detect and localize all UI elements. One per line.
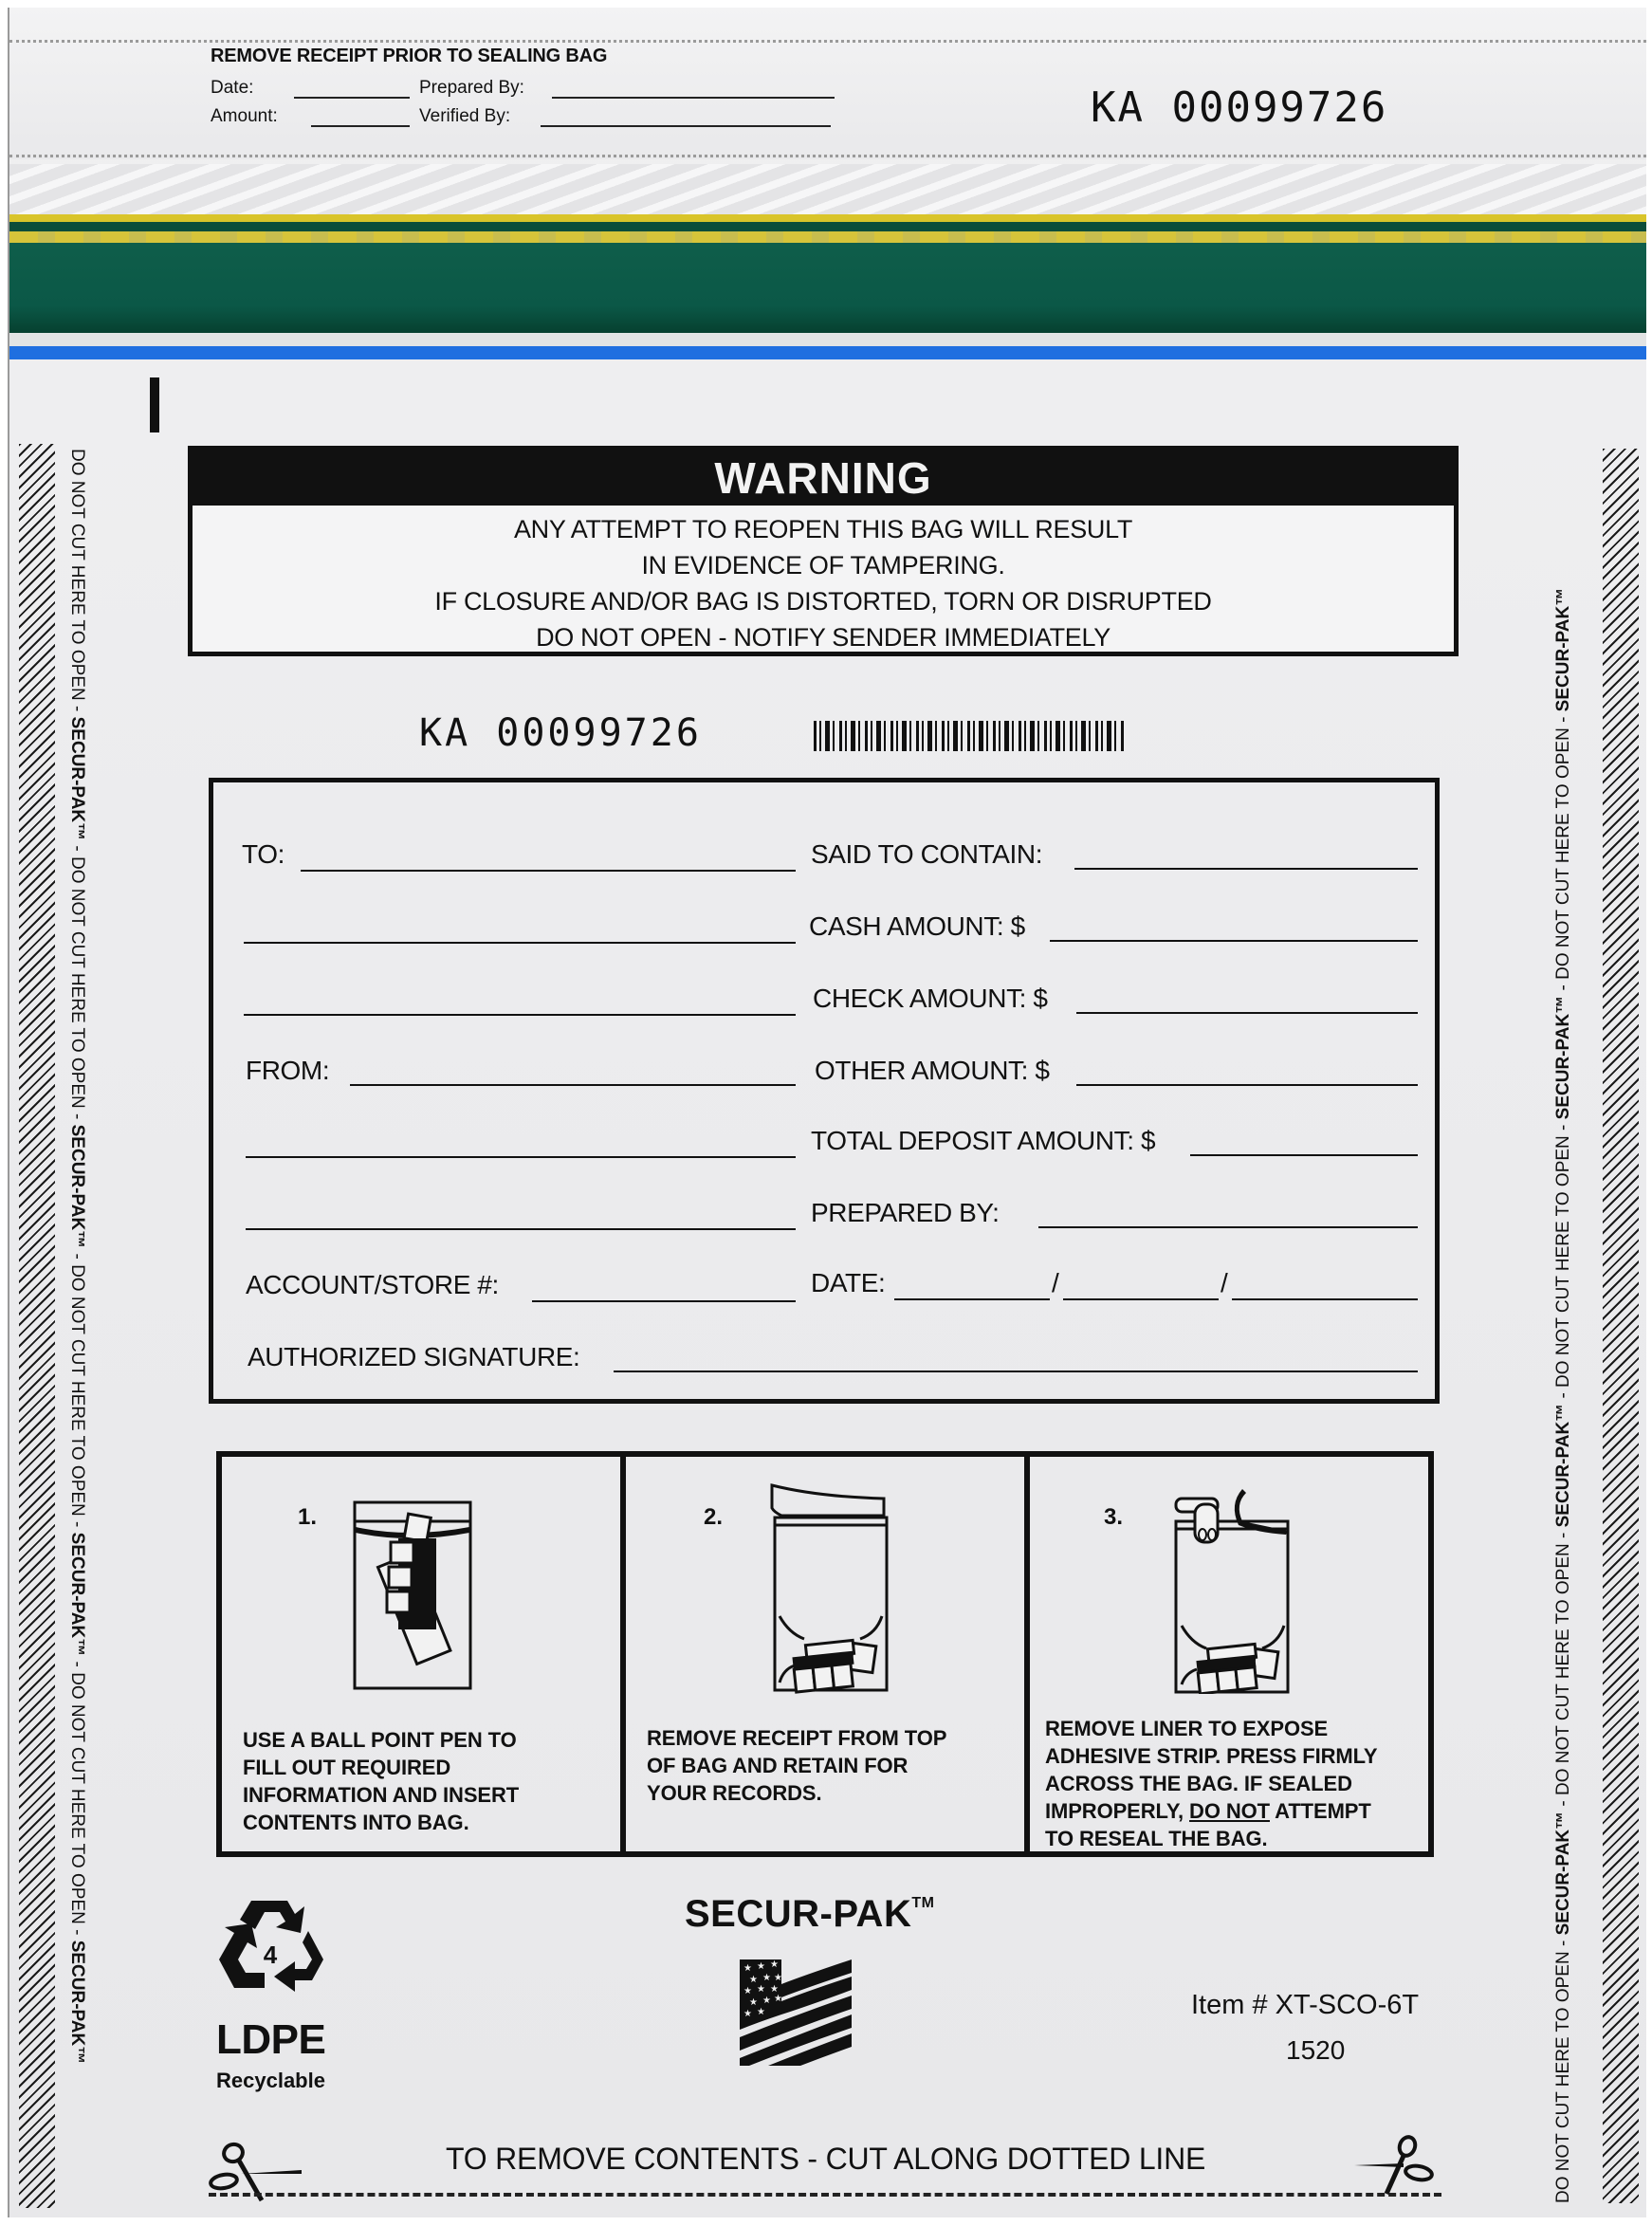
step-text-line: USE A BALL POINT PEN TO bbox=[243, 1728, 517, 1752]
step-text-line: TO RESEAL THE BAG. bbox=[1045, 1827, 1268, 1850]
seal-crimp bbox=[9, 164, 1646, 216]
side-warning-right: DO NOT CUT HERE TO OPEN - SECUR-PAK™ - DO NOT CUT HERE TO OPEN - SECUR-PAK™ - DO NOT CUT HERE TO OPEN - SECUR-PAK™ - DO NOT CUT HERE TO OPEN - SECUR-PAK™ bbox=[1553, 587, 1573, 2203]
from-address-line-1[interactable] bbox=[246, 1156, 796, 1158]
svg-text:★: ★ bbox=[757, 1984, 765, 1995]
step-number: 2. bbox=[704, 1504, 724, 1530]
date-year-field[interactable] bbox=[1232, 1298, 1418, 1300]
account-store-field[interactable] bbox=[532, 1300, 796, 1302]
said-to-contain-label: SAID TO CONTAIN: bbox=[811, 839, 1043, 869]
lot-number: 1520 bbox=[1286, 2035, 1346, 2065]
receipt-date-label: Date: bbox=[211, 78, 254, 98]
tamper-seal-band[interactable] bbox=[9, 243, 1646, 333]
receipt-title: REMOVE RECEIPT PRIOR TO SEALING BAG bbox=[211, 46, 608, 66]
from-address-line-2[interactable] bbox=[246, 1228, 796, 1230]
serial-number-receipt: KA 00099726 bbox=[1091, 83, 1388, 132]
brand-logo: SECUR-PAK™ bbox=[685, 1893, 935, 1935]
to-address-line-2[interactable] bbox=[244, 1014, 796, 1016]
date-label: DATE: bbox=[811, 1268, 886, 1297]
date-month-field[interactable] bbox=[894, 1298, 1050, 1300]
warning-title: WARNING bbox=[193, 451, 1454, 506]
american-flag-icon bbox=[740, 1956, 852, 2066]
cash-amount-field[interactable] bbox=[1050, 940, 1418, 942]
cut-line[interactable] bbox=[209, 2193, 1441, 2197]
deposit-form bbox=[209, 778, 1440, 1404]
step-text-line: REMOVE LINER TO EXPOSE bbox=[1045, 1717, 1329, 1740]
step-text-line: YOUR RECORDS. bbox=[647, 1781, 822, 1805]
instruction-step-1 bbox=[222, 1457, 626, 1851]
cash-amount-label: CASH AMOUNT: $ bbox=[809, 911, 1025, 941]
date-day-field[interactable] bbox=[1063, 1298, 1219, 1300]
warning-box bbox=[188, 446, 1459, 656]
to-address-line-1[interactable] bbox=[244, 942, 796, 944]
step-number: 3. bbox=[1104, 1504, 1124, 1530]
warning-line: IF CLOSURE AND/OR BAG IS DISTORTED, TORN OR DISRUPTED bbox=[434, 587, 1212, 616]
recycle-icon bbox=[213, 1893, 327, 2007]
receipt-date-field[interactable] bbox=[294, 97, 410, 99]
material-code: LDPE bbox=[216, 2016, 326, 2063]
deposit-bag bbox=[8, 8, 1646, 2217]
step-text-line: IMPROPERLY, DO NOT ATTEMPT bbox=[1045, 1799, 1371, 1823]
tear-line bbox=[9, 155, 1646, 157]
barcode bbox=[814, 721, 1127, 751]
svg-text:★: ★ bbox=[743, 2009, 752, 2019]
item-number: Item # XT-SCO-6T bbox=[1191, 1990, 1420, 2020]
seal-band-yellow-top bbox=[9, 214, 1646, 222]
receipt-amount-field[interactable] bbox=[311, 125, 410, 127]
instruction-step-2 bbox=[626, 1457, 1030, 1851]
to-label: TO: bbox=[242, 839, 285, 869]
check-amount-field[interactable] bbox=[1076, 1012, 1418, 1014]
receipt-stub[interactable] bbox=[9, 8, 1646, 159]
account-store-label: ACCOUNT/STORE #: bbox=[246, 1270, 499, 1299]
scissors-icon bbox=[1354, 2135, 1434, 2198]
said-to-contain-field[interactable] bbox=[1074, 868, 1418, 870]
svg-text:★: ★ bbox=[770, 1959, 779, 1970]
receipt-amount-label: Amount: bbox=[211, 106, 278, 126]
svg-text:★: ★ bbox=[770, 1984, 779, 1995]
total-deposit-label: TOTAL DEPOSIT AMOUNT: $ bbox=[811, 1126, 1156, 1155]
svg-text:★: ★ bbox=[743, 1986, 752, 1996]
svg-text:★: ★ bbox=[774, 1973, 782, 1983]
from-label: FROM: bbox=[246, 1056, 330, 1085]
total-deposit-field[interactable] bbox=[1190, 1154, 1418, 1156]
insert-contents-icon bbox=[353, 1500, 476, 1694]
seal-band-blue bbox=[9, 346, 1646, 359]
from-field[interactable] bbox=[350, 1084, 796, 1086]
warning-line: IN EVIDENCE OF TAMPERING. bbox=[641, 551, 1005, 579]
step-number: 1. bbox=[298, 1504, 318, 1530]
other-amount-field[interactable] bbox=[1076, 1084, 1418, 1086]
instruction-step-3 bbox=[1030, 1457, 1428, 1851]
receipt-prepared-by-label: Prepared By: bbox=[419, 78, 524, 98]
authorized-signature-field[interactable] bbox=[614, 1371, 1418, 1372]
seal-band-yellow bbox=[9, 231, 1646, 243]
date-separator: / bbox=[1052, 1268, 1059, 1297]
svg-text:★: ★ bbox=[757, 1961, 765, 1972]
receipt-prepared-by-field[interactable] bbox=[552, 97, 835, 99]
seal-band-silver bbox=[9, 333, 1646, 346]
svg-text:★: ★ bbox=[762, 1996, 771, 2006]
svg-text:★: ★ bbox=[757, 2007, 765, 2017]
warning-line: ANY ATTEMPT TO REOPEN THIS BAG WILL RESULT bbox=[513, 515, 1133, 543]
step-text-line: INFORMATION AND INSERT bbox=[243, 1783, 520, 1807]
receipt-verified-by-label: Verified By: bbox=[419, 106, 511, 126]
instructions-panel bbox=[216, 1451, 1434, 1857]
svg-text:★: ★ bbox=[749, 1997, 758, 2008]
perforation-line bbox=[9, 40, 1646, 43]
svg-text:4: 4 bbox=[263, 1941, 278, 1969]
authorized-signature-label: AUTHORIZED SIGNATURE: bbox=[248, 1342, 580, 1371]
svg-text:★: ★ bbox=[743, 1963, 752, 1974]
side-hatch-right bbox=[1603, 449, 1639, 2203]
other-amount-label: OTHER AMOUNT: $ bbox=[815, 1056, 1050, 1085]
receipt-verified-by-field[interactable] bbox=[541, 125, 831, 127]
svg-text:★: ★ bbox=[774, 1994, 782, 2004]
svg-text:★: ★ bbox=[749, 1975, 758, 1985]
alignment-mark bbox=[150, 377, 159, 432]
prepared-by-label: PREPARED BY: bbox=[811, 1198, 1000, 1227]
side-warning-left: DO NOT CUT HERE TO OPEN - SECUR-PAK™ - DO NOT CUT HERE TO OPEN - SECUR-PAK™ - DO NOT CUT HERE TO OPEN - SECUR-PAK™ - DO NOT CUT HERE TO OPEN - SECUR-PAK™ bbox=[67, 449, 87, 2065]
remove-receipt-icon bbox=[770, 1483, 893, 1694]
do-not-emphasis: DO NOT bbox=[1189, 1799, 1270, 1823]
prepared-by-field[interactable] bbox=[1038, 1226, 1418, 1228]
serial-number: KA 00099726 bbox=[419, 711, 702, 755]
cut-instruction: TO REMOVE CONTENTS - CUT ALONG DOTTED LINE bbox=[446, 2142, 1206, 2176]
step-text-line: OF BAG AND RETAIN FOR bbox=[647, 1754, 909, 1777]
side-hatch-left bbox=[19, 444, 55, 2208]
svg-text:★: ★ bbox=[762, 1973, 771, 1983]
recyclable-label: Recyclable bbox=[216, 2069, 325, 2092]
to-field[interactable] bbox=[301, 870, 796, 872]
step-text-line: REMOVE RECEIPT FROM TOP bbox=[647, 1726, 947, 1750]
remove-liner-icon bbox=[1172, 1483, 1295, 1694]
step-text-line: ACROSS THE BAG. IF SEALED bbox=[1045, 1772, 1352, 1795]
warning-line: DO NOT OPEN - NOTIFY SENDER IMMEDIATELY bbox=[536, 623, 1111, 652]
step-text-line: FILL OUT REQUIRED bbox=[243, 1756, 451, 1779]
step-text-line: CONTENTS INTO BAG. bbox=[243, 1811, 469, 1834]
seal-band-dark bbox=[9, 222, 1646, 231]
date-separator: / bbox=[1221, 1268, 1228, 1297]
step-text-line: ADHESIVE STRIP. PRESS FIRMLY bbox=[1045, 1744, 1378, 1768]
check-amount-label: CHECK AMOUNT: $ bbox=[813, 984, 1048, 1013]
